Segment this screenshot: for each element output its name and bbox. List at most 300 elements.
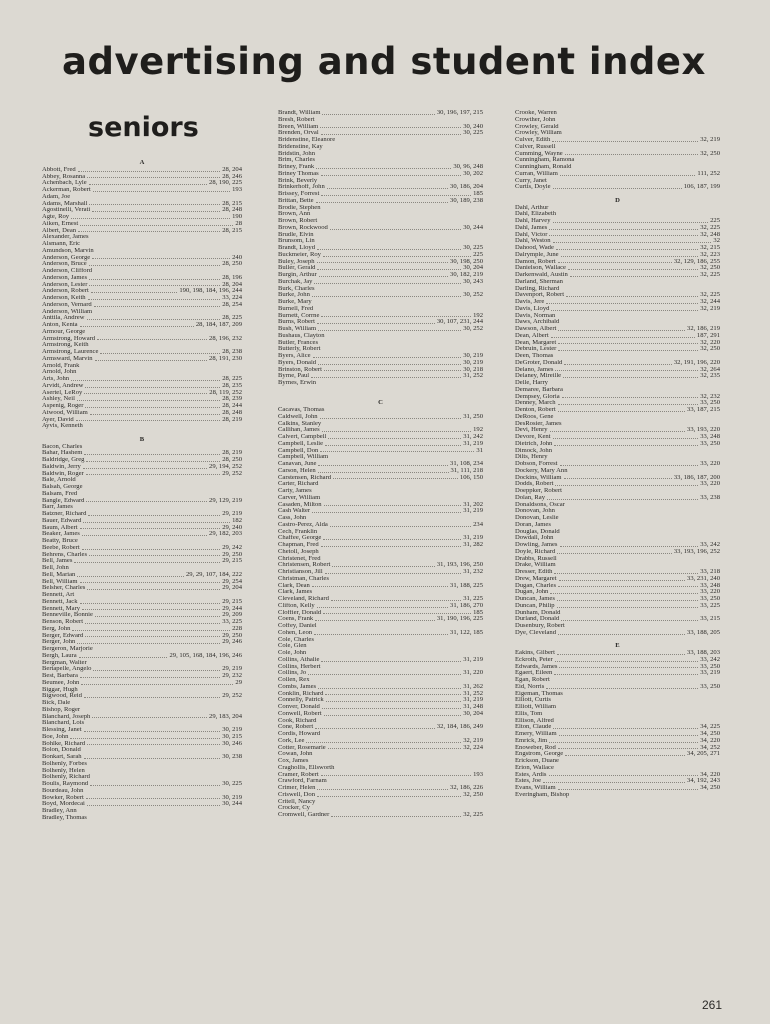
entry-name: Byrne, Paul <box>278 373 310 380</box>
dot-leader <box>80 525 221 530</box>
entry-name: Alsmann, Eric <box>42 241 81 247</box>
entry-pages: 32, 186, 219 <box>687 326 720 332</box>
dot-leader <box>326 697 461 702</box>
dot-leader <box>321 657 461 662</box>
section-letter: A <box>139 159 145 166</box>
dot-leader <box>324 367 461 372</box>
entry-pages: 32, 224 <box>463 744 483 751</box>
entry-pages: 32, 250 <box>700 346 720 353</box>
index-entry <box>278 758 483 765</box>
index-entry <box>278 718 483 725</box>
index-entry <box>42 801 242 808</box>
index-entry <box>515 306 720 313</box>
entry-name: Dahl, James <box>515 224 548 231</box>
entry-name: Cork, Lee <box>278 737 305 744</box>
dot-leader <box>312 583 448 588</box>
index-entry <box>515 367 720 374</box>
index-entry <box>278 454 483 461</box>
dot-leader <box>88 295 221 300</box>
index-entry <box>42 221 242 228</box>
index-entry <box>42 525 242 532</box>
entry-pages: 31, 252 <box>463 373 483 380</box>
entry-pages: 31, 225 <box>463 596 483 602</box>
dot-leader <box>77 396 220 401</box>
index-entry <box>42 228 242 235</box>
dot-leader <box>549 738 698 743</box>
index-entry <box>515 596 720 603</box>
dot-leader <box>89 275 220 280</box>
dot-leader <box>70 734 220 739</box>
entry-name: Armstrong, Laurence <box>42 349 99 355</box>
entry-name: Berger, Edward <box>42 632 84 639</box>
index-entry <box>515 549 720 556</box>
dot-leader <box>327 184 448 189</box>
index-entry <box>42 417 242 424</box>
index-entry <box>515 535 720 542</box>
index-entry <box>515 110 720 117</box>
entry-pages: 29, 105, 168, 184, 196, 246 <box>169 652 242 659</box>
dot-leader <box>328 434 461 439</box>
dot-leader <box>558 785 699 790</box>
dot-leader <box>80 221 233 226</box>
index-entry <box>515 448 720 455</box>
entry-name: Balsah, George <box>42 484 83 490</box>
entry-name: Cole, Charles <box>278 636 314 643</box>
entry-name: Burnett, Corrne <box>278 312 320 319</box>
index-entry <box>515 738 720 745</box>
entry-pages: 29, 252 <box>222 693 242 700</box>
entry-name: Dusenbury, Robert <box>515 623 565 629</box>
entry-pages: 29, 254 <box>222 578 242 585</box>
dot-leader <box>82 545 221 550</box>
entry-name: Cumming, Wayne <box>515 150 563 157</box>
entry-pages: 29, 215 <box>222 598 242 605</box>
index-entry <box>42 390 242 397</box>
entry-name: Denney, March <box>515 400 556 407</box>
index-entry <box>278 110 483 117</box>
dot-leader <box>91 288 177 293</box>
dot-leader <box>92 255 230 260</box>
index-entry <box>42 680 242 687</box>
index-entry <box>278 772 483 779</box>
dot-leader <box>554 441 698 446</box>
index-entry <box>515 603 720 610</box>
entry-pages: 32, 225 <box>700 224 720 231</box>
index-entry <box>42 734 242 741</box>
entry-name: Combs, James <box>278 683 317 690</box>
index-entry <box>515 218 720 225</box>
index-entry <box>515 292 720 299</box>
entry-name: Curran, William <box>515 170 558 177</box>
entry-pages: 31, 219 <box>463 656 483 663</box>
entry-name: Cox, James <box>278 758 309 764</box>
entry-name: Adam, Joe <box>42 193 71 200</box>
entry-name: Cleveland, Richard <box>278 596 329 602</box>
index-entry <box>278 191 483 198</box>
entry-pages: 33, 220 <box>700 461 720 467</box>
entry-pages: 30, 196, 197, 215 <box>436 110 483 116</box>
entry-name: Brown, Rockwood <box>278 224 328 231</box>
index-entry <box>42 309 242 316</box>
dot-leader <box>317 785 448 790</box>
entry-pages: 33, 219 <box>700 670 720 677</box>
dot-leader <box>553 184 682 189</box>
dot-leader <box>71 214 230 219</box>
entry-pages: 28, 184, 187, 209 <box>195 322 242 328</box>
page-title: advertising and student index <box>62 40 706 83</box>
index-entry <box>42 646 242 653</box>
index-entry <box>278 333 483 340</box>
entry-pages: 29, 252 <box>222 470 242 477</box>
entry-name: Dean, Margaret <box>515 339 557 346</box>
index-entry <box>42 275 242 282</box>
section-letter: D <box>615 196 620 204</box>
entry-name: Bell, John <box>42 565 69 571</box>
index-entry <box>42 383 242 390</box>
index-entry <box>42 471 242 478</box>
entry-pages: 30, 252 <box>463 326 483 332</box>
entry-pages: 33, 220 <box>700 481 720 488</box>
entry-pages: 33, 186, 187, 200 <box>673 474 720 481</box>
dot-leader <box>546 684 698 689</box>
entry-name: Clark, James <box>278 589 313 596</box>
entry-name: Dowdall, John <box>515 535 554 542</box>
entry-name: Bick, Dale <box>42 700 71 706</box>
entry-pages: 33, 250 <box>700 663 720 670</box>
dot-leader <box>83 464 207 469</box>
entry-name: Cordis, Howard <box>278 731 321 737</box>
index-entry <box>278 502 483 509</box>
entry-pages: 32, 225 <box>700 272 720 278</box>
dot-leader <box>318 326 461 331</box>
dot-leader <box>306 738 461 743</box>
index-entry <box>278 360 483 367</box>
dot-leader <box>313 353 462 358</box>
index-entry <box>278 616 483 623</box>
dot-leader <box>318 468 449 473</box>
entry-name: Butler, Frances <box>278 339 319 346</box>
index-entry <box>278 765 483 772</box>
entry-name: Campbell, Don <box>278 447 319 454</box>
dot-leader <box>546 299 698 304</box>
index-entry <box>42 356 242 363</box>
dot-leader <box>331 596 461 601</box>
entry-pages: 34, 192, 243 <box>687 778 720 785</box>
entry-pages: 30, 198, 250 <box>450 258 483 265</box>
index-entry <box>515 650 720 657</box>
index-entry <box>515 184 720 191</box>
dot-leader <box>92 714 207 719</box>
index-entry <box>515 117 720 124</box>
index-entry <box>42 174 242 181</box>
dot-leader <box>552 137 698 142</box>
index-entry <box>42 720 242 727</box>
index-column-3 <box>515 110 720 799</box>
index-entry <box>515 576 720 583</box>
index-entry <box>42 558 242 565</box>
index-entry <box>42 538 242 545</box>
dot-leader <box>319 272 448 277</box>
index-entry <box>278 488 483 495</box>
dot-leader <box>557 549 672 554</box>
entry-name: Barr, James <box>42 504 73 511</box>
entry-name: Craghollis, Ellsworth <box>278 764 335 771</box>
index-entry <box>42 741 242 748</box>
index-entry <box>278 407 483 414</box>
index-entry <box>42 815 242 822</box>
index-entry <box>278 380 483 387</box>
entry-pages: 34, 220 <box>700 771 720 778</box>
index-entry <box>42 484 242 491</box>
index-entry <box>42 727 242 734</box>
entry-name: Brown, Robert <box>278 218 318 224</box>
entry-name: Delano, James <box>515 366 554 373</box>
entry-pages: 29, 29, 107, 184, 222 <box>185 571 242 578</box>
entry-pages: 34, 220 <box>700 737 720 744</box>
index-entry <box>515 589 720 596</box>
index-entry <box>515 124 720 131</box>
index-entry <box>278 130 483 137</box>
entry-pages: 30, 107, 231, 244 <box>436 319 483 326</box>
entry-name: Bangle, Edward <box>42 497 85 504</box>
index-entry <box>515 279 720 286</box>
entry-pages: 30, 243 <box>463 278 483 285</box>
index-entry <box>515 313 720 320</box>
entry-pages: 28, 250 <box>222 457 242 463</box>
index-entry <box>515 657 720 664</box>
page-number: 261 <box>701 998 722 1012</box>
entry-name: Bell, William <box>42 578 78 585</box>
index-entry <box>42 187 242 194</box>
dot-leader <box>90 781 220 786</box>
entry-name: Estes, Ardis <box>515 771 547 778</box>
entry-pages: 29, 215 <box>222 558 242 565</box>
entry-name: Dietrich, John <box>515 440 553 447</box>
index-entry <box>278 724 483 731</box>
dot-leader <box>321 542 462 547</box>
entry-name: Brittan, Bette <box>278 197 314 204</box>
entry-name: Dawson, Albert <box>515 326 557 332</box>
index-entry <box>515 556 720 563</box>
index-entry <box>42 376 242 383</box>
entry-pages: 32, 235 <box>700 373 720 380</box>
index-entry <box>42 754 242 761</box>
entry-name: Anderson, Clifford <box>42 268 93 274</box>
entry-name: Blanchard, Lois <box>42 720 85 727</box>
index-entry <box>42 606 242 613</box>
index-entry <box>278 562 483 569</box>
index-entry <box>278 448 483 455</box>
index-entry <box>515 785 720 792</box>
index-entry <box>515 691 720 698</box>
index-entry <box>515 346 720 353</box>
section-letter: B <box>139 435 145 443</box>
entry-name: Douglas, Donald <box>515 528 560 535</box>
index-entry <box>42 653 242 660</box>
index-entry <box>515 630 720 637</box>
dot-leader <box>90 410 220 415</box>
index-entry <box>42 714 242 721</box>
entry-name: Danielson, Wallace <box>515 265 566 272</box>
entry-name: Cowan, John <box>278 751 313 758</box>
entry-name: Bush, William <box>278 326 317 332</box>
entry-name: Batzner, Richard <box>42 511 87 517</box>
dot-leader <box>86 795 220 800</box>
entry-pages: 30, 246 <box>222 740 242 747</box>
dot-leader <box>84 754 221 759</box>
index-entry <box>278 164 483 171</box>
index-entry <box>515 360 720 367</box>
dot-leader <box>77 639 220 644</box>
entry-name: Eid, Norris <box>515 683 545 690</box>
index-entry <box>515 488 720 495</box>
entry-pages: 33, 193, 196, 252 <box>673 548 720 555</box>
entry-pages: 30, 244 <box>222 801 242 808</box>
entry-pages: 33, 250 <box>700 596 720 602</box>
index-entry <box>278 589 483 596</box>
entry-name: Doran, James <box>515 521 551 528</box>
entry-name: Burchak, Jay <box>278 278 313 285</box>
entry-pages: 28, 239 <box>222 396 242 403</box>
entry-name: Campbell, William <box>278 454 329 461</box>
entry-pages: 33, 193, 220 <box>687 427 720 434</box>
entry-pages: 33, 250 <box>700 683 720 690</box>
index-entry <box>515 164 720 171</box>
entry-name: Anton, Kenta <box>42 322 78 328</box>
entry-name: Brandt, Lloyd <box>278 245 315 251</box>
entry-pages: 28, 246 <box>222 173 242 180</box>
entry-pages: 190 <box>232 214 242 220</box>
entry-name: Deen, Thomas <box>515 353 554 359</box>
entry-name: Dockins, William <box>515 474 562 481</box>
index-entry <box>278 434 483 441</box>
dot-leader <box>324 502 462 507</box>
index-entry <box>515 353 720 360</box>
dot-leader <box>94 302 221 307</box>
entry-name: Arvidt, Andrew <box>42 382 84 389</box>
entry-name: Burke, Mary <box>278 299 312 305</box>
index-entry <box>515 205 720 212</box>
index-entry <box>278 684 483 691</box>
entry-name: Delaney, Mireille <box>515 373 562 380</box>
entry-name: Dye, Cleveland <box>515 629 557 636</box>
entry-pages: 32, 225 <box>463 812 483 818</box>
entry-pages: 29, 250 <box>222 551 242 558</box>
entry-name: Baldwin, Jerry <box>42 463 81 470</box>
entry-name: Bauer, Edward <box>42 517 82 524</box>
entry-name: Connelly, Patrick <box>278 697 324 704</box>
index-entry <box>515 427 720 434</box>
entry-name: Aiken, Ernest <box>42 220 79 227</box>
entry-name: DeGroter, Donald <box>515 359 563 366</box>
index-entry <box>515 502 720 509</box>
dot-leader <box>566 292 698 297</box>
index-entry <box>515 724 720 731</box>
index-entry <box>515 468 720 475</box>
index-entry <box>278 245 483 252</box>
entry-name: Enoweber, Rod <box>515 744 556 751</box>
dot-leader <box>565 751 685 756</box>
dot-leader <box>317 603 448 608</box>
entry-name: Anderson, Bruce <box>42 261 87 268</box>
index-entry <box>278 481 483 488</box>
entry-name: Bolhenly, Richard <box>42 774 90 781</box>
entry-name: Darkenwald, Austin <box>515 272 568 278</box>
entry-pages: 31, 219 <box>463 535 483 542</box>
index-entry <box>42 545 242 552</box>
entry-pages: 192 <box>473 427 483 434</box>
dot-leader <box>78 228 220 233</box>
dot-leader <box>330 522 471 527</box>
index-entry <box>515 569 720 576</box>
dot-leader <box>85 403 220 408</box>
entry-name: Boulis, Raymond <box>42 781 89 787</box>
index-entry <box>42 700 242 707</box>
dot-leader <box>88 511 220 516</box>
entry-pages: 33, 250 <box>700 400 720 407</box>
index-entry <box>278 731 483 738</box>
dot-leader <box>317 319 435 324</box>
entry-pages: 29, 129, 219 <box>209 497 242 504</box>
index-entry <box>278 745 483 752</box>
index-entry <box>278 265 483 272</box>
entry-name: Burgin, Arthur <box>278 272 317 278</box>
entry-name: Biggar, Hugh <box>42 686 78 693</box>
dot-leader <box>315 616 435 621</box>
entry-pages: 28, 219 <box>222 416 242 423</box>
entry-pages: 29, 219 <box>222 511 242 517</box>
index-entry <box>515 677 720 684</box>
entry-pages: 32, 223 <box>700 251 720 258</box>
entry-pages: 28, 238 <box>222 349 242 355</box>
entry-pages: 32, 186, 226 <box>450 785 483 791</box>
entry-pages: 28, 215 <box>222 200 242 207</box>
index-entry <box>278 184 483 191</box>
index-entry <box>515 299 720 306</box>
dot-leader <box>564 360 672 365</box>
entry-name: Crooke, Warren <box>515 110 557 116</box>
entry-name: Clark, Dean <box>278 582 310 589</box>
index-entry <box>278 313 483 320</box>
entry-name: Ayer, David <box>42 416 74 423</box>
index-entry <box>515 562 720 569</box>
dot-leader <box>560 542 699 547</box>
index-entry <box>515 225 720 232</box>
index-entry <box>278 326 483 333</box>
dot-leader <box>74 558 220 563</box>
index-entry <box>515 481 720 488</box>
entry-pages: 30, 219 <box>222 727 242 733</box>
dot-leader <box>79 653 168 658</box>
index-entry <box>278 637 483 644</box>
index-entry <box>42 565 242 572</box>
dot-leader <box>85 383 220 388</box>
index-entry <box>42 781 242 788</box>
index-entry <box>515 272 720 279</box>
entry-name: Agostinelli, Verati <box>42 207 91 214</box>
dot-leader <box>315 724 435 729</box>
dot-leader <box>312 292 461 297</box>
dot-leader <box>317 245 461 250</box>
index-entry <box>515 508 720 515</box>
index-entry <box>42 167 242 174</box>
dot-leader <box>331 812 461 817</box>
index-entry <box>515 387 720 394</box>
index-entry <box>42 369 242 376</box>
dot-leader <box>557 596 698 601</box>
index-entry <box>42 450 242 457</box>
index-entry <box>515 751 720 758</box>
